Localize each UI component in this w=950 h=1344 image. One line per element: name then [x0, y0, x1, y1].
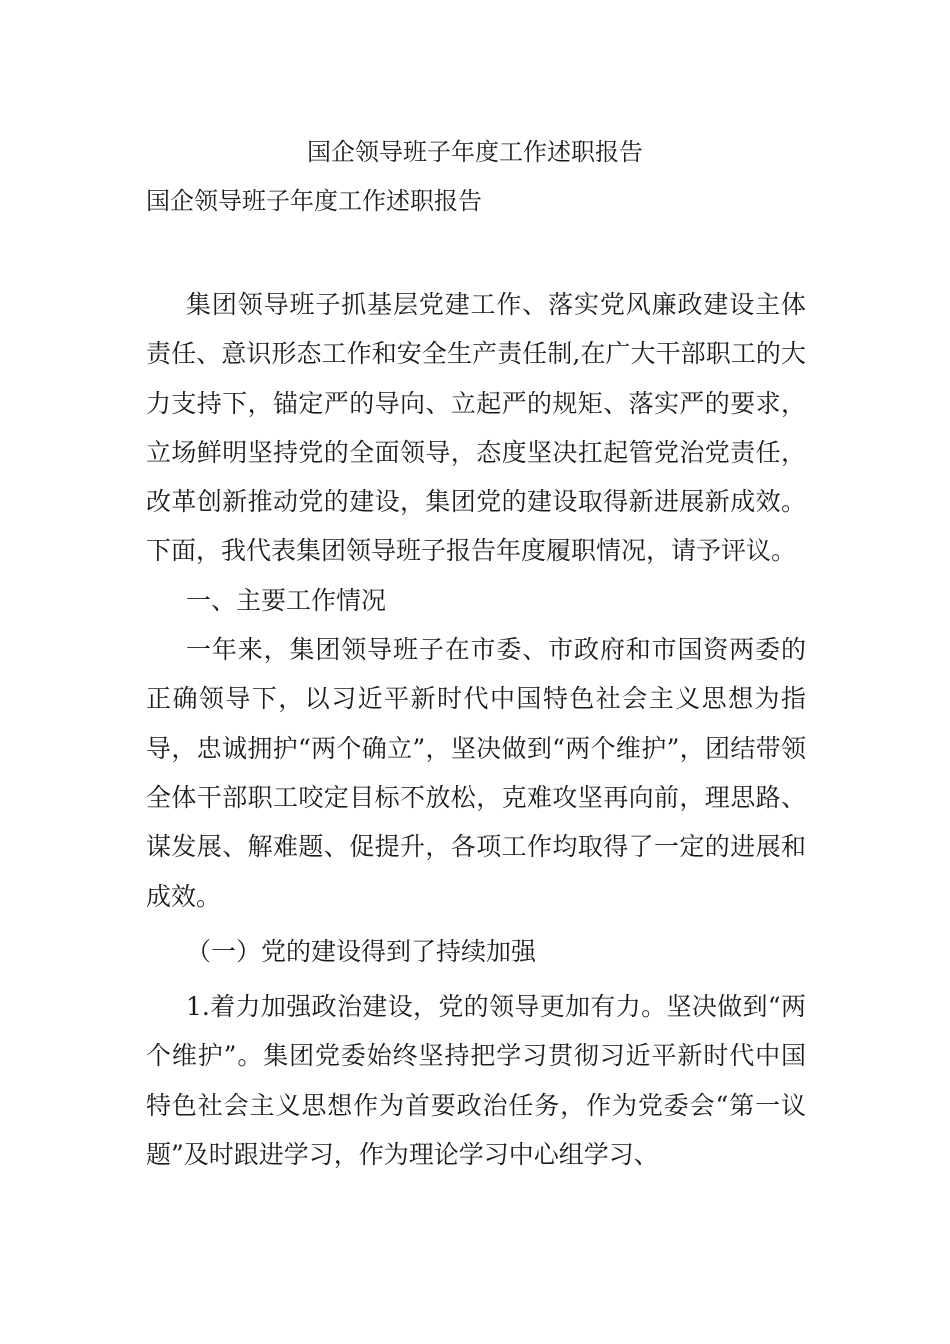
document-title: 国企领导班子年度工作述职报告 — [307, 138, 643, 166]
intro-paragraph: 集团领导班子抓基层党建工作、落实党风廉政建设主体责任、意识形态工作和安全生产责任制,在广大干部职工的大力支持下，锚定严的导向、立起严的规矩、落实严的要求，立场鲜明坚持党的全面领导，态度坚决扛起管党治党责任，改革创新推动党的建设，集团党的建设取得新进展新成效。下面，我代表集团领导班子报告年度履职情况，请予评议。 — [146, 290, 806, 566]
section-heading: 一、主要工作情况 — [186, 585, 387, 615]
item-paragraph: 1.着力加强政治建设，党的领导更加有力。坚决做到“两个维护”。集团党委始终坚持把学习贯彻习近平新时代中国特色社会主义思想作为首要政治任务，作为党委会“第一议题”及时跟进学习，作为理论学习中心组学习、 — [146, 992, 806, 1170]
section-paragraph: 一年来，集团领导班子在市委、市政府和市国资两委的正确领导下，以习近平新时代中国特色社会主义思想为指导，忠诚拥护“两个确立”，坚决做到“两个维护”，团结带领全体干部职工咬定目标不放松，克难攻坚再向前，理思路、谋发展、解难题、促提升，各项工作均取得了一定的进展和成效。 — [146, 635, 806, 911]
document-subtitle: 国企领导班子年度工作述职报告 — [146, 187, 482, 215]
document-body — [146, 280, 806, 1179]
subsection-heading: （一）党的建设得到了持续加强 — [186, 936, 537, 966]
